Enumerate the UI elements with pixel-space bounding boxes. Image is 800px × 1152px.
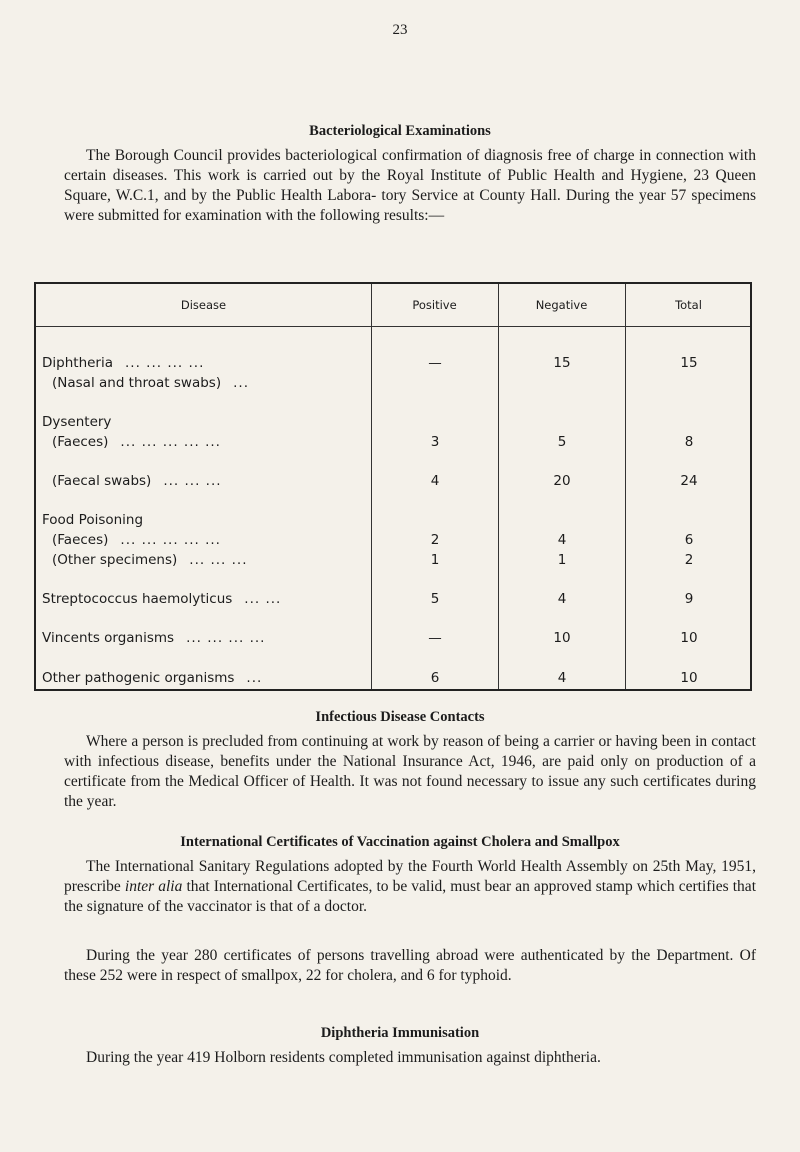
heading-contacts: Infectious Disease Contacts <box>315 709 485 725</box>
header-total: Total <box>675 298 702 312</box>
row-label-text: (Nasal and throat swabs) <box>52 375 222 391</box>
row-label-text: (Other specimens) <box>52 552 178 568</box>
cell-negative: 4 <box>557 670 567 686</box>
table-row-label <box>42 630 265 646</box>
header-positive: Positive <box>412 298 457 312</box>
cell-negative: 4 <box>557 532 567 548</box>
table-row-label <box>52 473 222 489</box>
cell-positive: 1 <box>430 552 440 568</box>
cell-positive: — <box>428 355 442 371</box>
cell-total: 9 <box>684 591 694 607</box>
table-row-label <box>42 414 111 430</box>
cell-negative: 20 <box>553 473 571 489</box>
header-divider <box>36 326 750 327</box>
leader-dots: ... <box>246 670 263 686</box>
paragraph-contacts <box>64 732 756 812</box>
page-number: 23 <box>392 22 408 38</box>
paragraph-certificates-1-text <box>64 857 756 917</box>
header-disease: Disease <box>180 298 227 312</box>
paragraph-contacts-text: Where a person is precluded from continuing at work by reason of being a carrier or having been in contact with infectious disease, benefits under the National Insurance Act, 1946, are paid only on production of a certificate from the Medical Officer of Health. It was not found necessary to issue any such certificates during the year. <box>64 733 756 810</box>
leader-dots: ... ... ... ... ... <box>120 434 221 450</box>
leader-dots: ... ... ... <box>163 473 222 489</box>
cell-total: 8 <box>684 434 694 450</box>
table-row-label <box>52 434 221 450</box>
row-label-text: Streptococcus haemolyticus <box>42 591 233 607</box>
cell-total: 15 <box>680 355 698 371</box>
cell-total: 24 <box>680 473 698 489</box>
paragraph-certificates-1 <box>64 857 756 917</box>
table-row-label <box>42 355 204 371</box>
paragraph-diphtheria <box>64 1048 756 1068</box>
row-label-text: Other pathogenic organisms <box>42 670 235 686</box>
table-row-label <box>42 512 143 528</box>
column-divider <box>371 284 372 689</box>
leader-dots: ... ... ... <box>189 552 248 568</box>
cell-total: 2 <box>684 552 694 568</box>
cell-positive: 2 <box>430 532 440 548</box>
cell-total: 10 <box>680 670 698 686</box>
row-label-text: Vincents organisms <box>42 630 175 646</box>
cell-positive: 4 <box>430 473 440 489</box>
cell-total: 10 <box>680 630 698 646</box>
row-label-text: (Faecal swabs) <box>52 473 152 489</box>
table-row-label <box>52 375 249 391</box>
paragraph-certificates-1-after: that International Certificates, to be valid, must bear an approved stamp which certifies that the signature of the vaccinator is that of a doctor. <box>64 878 756 915</box>
cell-negative: 5 <box>557 434 567 450</box>
heading-bacteriological: Bacteriological Examinations <box>309 123 491 139</box>
cell-negative: 4 <box>557 591 567 607</box>
cell-positive: — <box>428 630 442 646</box>
paragraph-bacteriological <box>64 146 756 226</box>
cell-negative: 1 <box>557 552 567 568</box>
leader-dots: ... ... ... ... <box>186 630 266 646</box>
row-label-text: (Faeces) <box>52 434 109 450</box>
paragraph-certificates-1-before: The International Sanitary Regulations adopted by the Fourth World Health Assembly on 25th May, 1951, prescribe <box>64 858 756 895</box>
row-label-text: Dysentery <box>42 414 112 430</box>
paragraph-certificates-1-italic: inter alia <box>124 878 183 895</box>
cell-negative: 10 <box>553 630 571 646</box>
row-label-text: Diphtheria <box>42 355 114 371</box>
table-row-label <box>52 552 248 568</box>
heading-diphtheria: Diphtheria Immunisation <box>320 1025 480 1041</box>
paragraph-certificates-2-text: During the year 280 certificates of persons travelling abroad were authenticated by the Department. Of these 252 were in respect of smallpox, 22 for cholera, and 6 for typhoid. <box>64 947 756 984</box>
leader-dots: ... ... ... ... ... <box>120 532 221 548</box>
row-label-text: (Faeces) <box>52 532 109 548</box>
paragraph-bacteriological-text: The Borough Council provides bacteriological confirmation of diagnosis free of charge in connection with certain diseases. This work is carried out by the Royal Institute of Public Health and Hygiene, 23 Queen Square, W.C.1, and by the Public Health Labora- tory Service at County Hall. During the year 57 specimens were submitted for examination with the following results:— <box>64 147 756 224</box>
cell-total: 6 <box>684 532 694 548</box>
paragraph-diphtheria-text: During the year 419 Holborn residents completed immunisation against diphtheria. <box>86 1049 601 1066</box>
cell-positive: 3 <box>430 434 440 450</box>
cell-negative: 15 <box>553 355 571 371</box>
column-divider <box>625 284 626 689</box>
column-divider <box>498 284 499 689</box>
row-label-text: Food Poisoning <box>42 512 144 528</box>
table-row-label <box>42 670 262 686</box>
cell-positive: 5 <box>430 591 440 607</box>
leader-dots: ... ... <box>244 591 282 607</box>
cell-positive: 6 <box>430 670 440 686</box>
header-negative: Negative <box>535 298 588 312</box>
leader-dots: ... ... ... ... <box>125 355 205 371</box>
leader-dots: ... <box>233 375 249 391</box>
results-table <box>34 282 752 691</box>
paragraph-certificates-2 <box>64 946 756 986</box>
heading-certificates: International Certificates of Vaccination against Cholera and Smallpox <box>180 834 620 850</box>
table-row-label <box>52 532 221 548</box>
table-row-label <box>42 591 281 607</box>
